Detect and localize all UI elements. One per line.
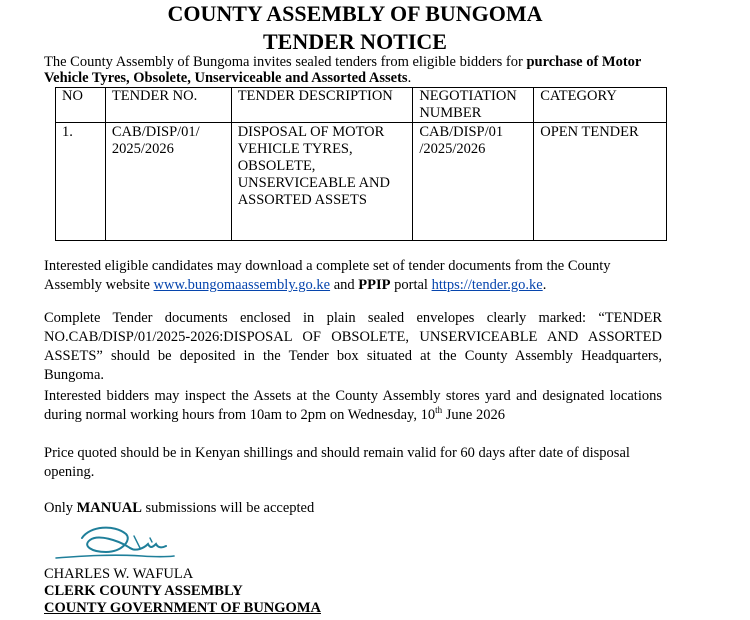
- cell-negotiation-number: CAB/DISP/01 /2025/2026: [413, 123, 534, 241]
- header-description: TENDER DESCRIPTION: [231, 88, 413, 123]
- manual-end: submissions will be accepted: [141, 500, 315, 516]
- inspection-paragraph: [44, 387, 662, 425]
- inspection-text: Interested bidders may inspect the Assets at the County Assembly stores yard and designated locations during normal working hours from 10am to 2pm on Wednesday, 10: [44, 388, 662, 423]
- ppip-label: PPIP: [358, 277, 391, 293]
- manual-keyword: MANUAL: [76, 500, 142, 516]
- table-header-row: [56, 88, 667, 123]
- cell-description: DISPOSAL OF MOTOR VEHICLE TYRES, OBSOLETE, UNSERVICEABLE AND ASSORTED ASSETS: [231, 123, 413, 241]
- download-portal: portal: [390, 277, 432, 293]
- price-paragraph: Price quoted should be in Kenyan shillings and should remain valid for 60 days after date of disposal opening.: [44, 445, 630, 480]
- download-paragraph: [44, 257, 662, 295]
- assembly-website-link[interactable]: www.bungomaassembly.go.ke: [153, 277, 331, 293]
- inspection-date: June 2026: [442, 407, 505, 423]
- header-no: NO: [56, 88, 106, 123]
- intro-paragraph: [44, 54, 664, 86]
- notice-title-line1: COUNTY ASSEMBLY OF BUNGOMA: [167, 1, 543, 26]
- intro-text: The County Assembly of Bungoma invites sealed tenders from eligible bidders for: [44, 54, 527, 70]
- signature-image: [52, 518, 180, 564]
- date-suffix: th: [435, 405, 443, 416]
- header-tender-no: TENDER NO.: [105, 88, 231, 123]
- download-text: Interested eligible candidates may download a complete set of tender documents from the County Assembly website: [44, 258, 611, 293]
- cell-no: 1.: [56, 123, 106, 241]
- intro-end: .: [407, 70, 412, 86]
- intro-subject: purchase of Motor Vehicle Tyres, Obsolete, Unserviceable and Assorted Assets: [44, 54, 642, 86]
- download-and: and: [330, 277, 359, 293]
- manual-text: Only: [44, 500, 77, 516]
- header-negotiation-number: NEGOTIATION NUMBER: [413, 88, 534, 123]
- tender-table: [55, 87, 667, 241]
- download-end: .: [542, 277, 547, 293]
- cell-tender-no: CAB/DISP/01/ 2025/2026: [105, 123, 231, 241]
- manual-paragraph: [44, 499, 662, 518]
- table-row: [56, 123, 667, 241]
- submission-paragraph: Complete Tender documents enclosed in plain sealed envelopes clearly marked: “TENDER NO.CAB/DISP/01/2025-2026:DISPOSAL OF OBSOLETE, UNSERVICEABLE AND ASSORTED ASSETS” should be deposited in the Tender box situated at the County Assembly Headquarters, Bungoma.: [44, 310, 662, 383]
- signatory-organization: COUNTY GOVERNMENT OF BUNGOMA: [44, 600, 321, 616]
- notice-title-line2: TENDER NOTICE: [263, 29, 447, 54]
- tender-portal-link[interactable]: https://tender.go.ke: [431, 277, 543, 293]
- cell-category: OPEN TENDER: [534, 123, 667, 241]
- signatory-name: CHARLES W. WAFULA: [44, 566, 194, 582]
- signatory-title: CLERK COUNTY ASSEMBLY: [44, 583, 243, 599]
- header-category: CATEGORY: [534, 88, 667, 123]
